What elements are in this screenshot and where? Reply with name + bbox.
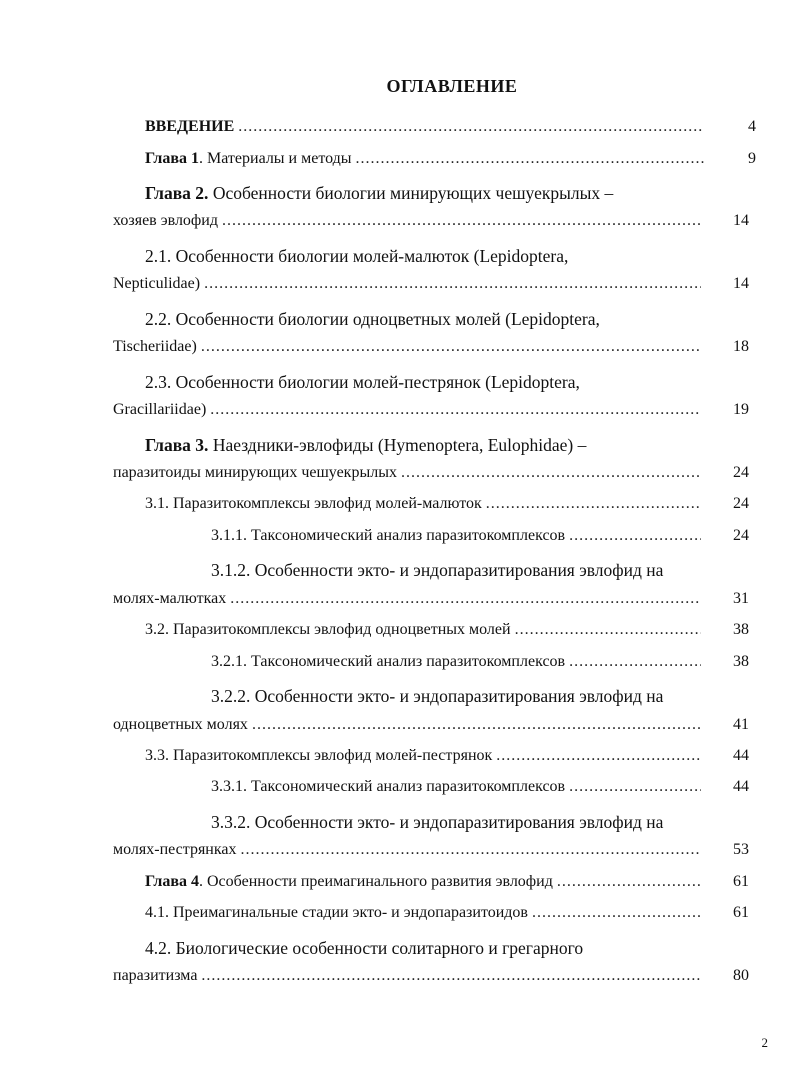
toc-entry-4-2-line1[interactable]: 4.2. Биологические особенности солитарного и грегарного (145, 938, 584, 958)
leader-dots (532, 904, 701, 922)
leader-dots (210, 401, 701, 419)
entry-bold-label: Глава 3. (145, 435, 209, 455)
leader-dots (401, 464, 701, 482)
page-ref: 24 (733, 527, 749, 544)
leader-dots (238, 118, 704, 136)
page-title: ОГЛАВЛЕНИЕ (386, 76, 518, 96)
page-ref: 53 (733, 841, 749, 858)
page-number: 2 (761, 1035, 768, 1050)
toc-entry-3-2-2-line1[interactable]: 3.2.2. Особенности экто- и эндопаразитирования эвлофид на (211, 686, 664, 706)
leader-dots (241, 841, 702, 859)
toc-entry-chapter-3-line1[interactable]: Глава 3. Наездники-эвлофиды (Hymenoptera, Eulophidae) – (145, 435, 587, 455)
page-ref: 38 (733, 621, 749, 638)
leader-dots (486, 495, 701, 513)
page-ref: 80 (733, 967, 749, 984)
toc-entry-2-3-line1[interactable]: 2.3. Особенности биологии молей-пестрянок (Lepidoptera, (145, 372, 580, 392)
page-ref: 41 (733, 716, 749, 733)
page-ref: 24 (733, 464, 749, 481)
toc-entry-2-2-line1[interactable]: 2.2. Особенности биологии одноцветных молей (Lepidoptera, (145, 309, 600, 329)
leader-dots (569, 653, 701, 671)
leader-dots (515, 621, 701, 639)
page-ref: 61 (733, 873, 749, 890)
page-ref: 24 (733, 495, 749, 512)
page-ref: 14 (733, 275, 749, 292)
leader-dots (222, 212, 701, 230)
leader-dots (204, 275, 701, 293)
toc-entry-2-1-line1[interactable]: 2.1. Особенности биологии молей-малюток (Lepidoptera, (145, 246, 569, 266)
page-ref: 14 (733, 212, 749, 229)
page-ref: 31 (733, 590, 749, 607)
page-ref: 4 (748, 118, 756, 135)
entry-bold-label: Глава 4 (145, 873, 199, 890)
entry-bold-label: Глава 1 (145, 150, 199, 167)
leader-dots (569, 778, 701, 796)
page-ref: 44 (733, 747, 749, 764)
leader-dots (201, 338, 701, 356)
leader-dots (201, 967, 701, 985)
leader-dots (230, 590, 701, 608)
page-ref: 9 (748, 150, 756, 167)
page-ref: 44 (733, 778, 749, 795)
page-ref: 61 (733, 904, 749, 921)
toc-entry-chapter-2-line1[interactable]: Глава 2. Особенности биологии минирующих чешуекрылых – (145, 183, 614, 203)
leader-dots (557, 873, 701, 891)
entry-bold-label: Глава 2. (145, 183, 209, 203)
leader-dots (496, 747, 701, 765)
leader-dots (252, 716, 701, 734)
entry-bold-label: ВВЕДЕНИЕ (145, 118, 235, 135)
leader-dots (569, 527, 701, 545)
toc-entry-3-3-2-line1[interactable]: 3.3.2. Особенности экто- и эндопаразитирования эвлофид на (211, 812, 664, 832)
leader-dots (356, 150, 704, 168)
page-ref: 19 (733, 401, 749, 418)
toc-entry-3-1-2-line1[interactable]: 3.1.2. Особенности экто- и эндопаразитирования эвлофид на (211, 560, 664, 580)
page-ref: 38 (733, 653, 749, 670)
page-ref: 18 (733, 338, 749, 355)
